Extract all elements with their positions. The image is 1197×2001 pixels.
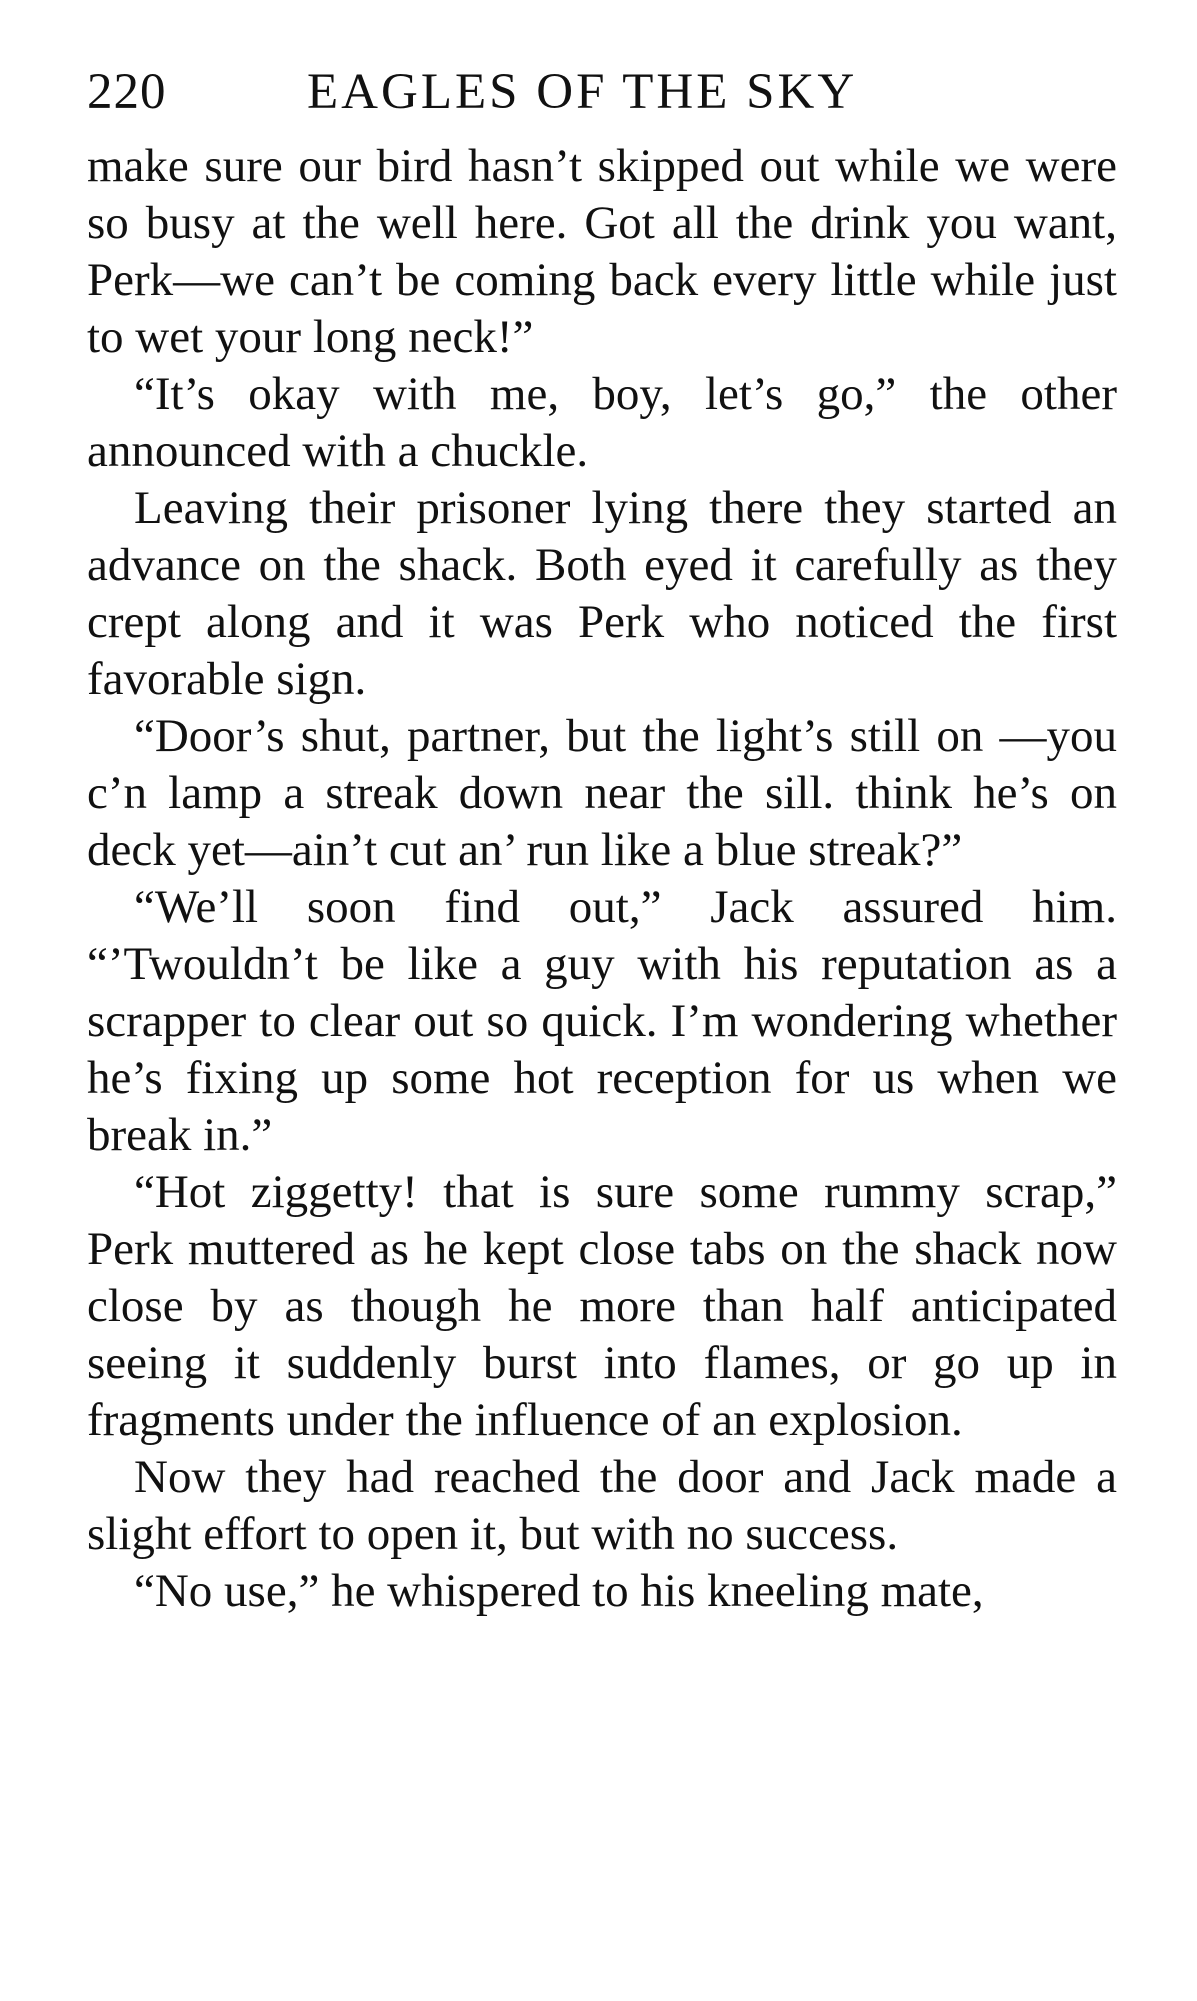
paragraph: “No use,” he whispered to his kneeling mate, (134, 1565, 984, 1617)
paragraph: “It’s okay with me, boy, let’s go,” the other announced with a chuckle. (87, 368, 1117, 477)
paragraph: “We’ll soon find out,” Jack assured him. “’Twouldn’t be like a guy with his reputation as a scrapper to clear out so quick. I’m wondering whether he’s fixing up some hot reception for us when we break in.” (87, 881, 1117, 1161)
paragraph: Now they had reached the door and Jack made a slight effort to open it, but with no success. (87, 1451, 1117, 1560)
running-head (87, 52, 1117, 132)
book-title: EAGLES OF THE SKY (307, 64, 858, 120)
paragraph: “Door’s shut, partner, but the light’s still on —you c’n lamp a streak down near the sill. think he’s on deck yet—ain’t cut an’ run like a blue streak?” (87, 710, 1117, 876)
paragraph: make sure our bird hasn’t skipped out while we were so busy at the well here. Got all the drink you want, Perk—we can’t be coming back every little while just to wet your long neck!” (87, 140, 1117, 363)
paragraph: Leaving their prisoner lying there they started an advance on the shack. Both eyed it carefully as they crept along and it was Perk who noticed the first favorable sign. (87, 482, 1117, 705)
book-page (87, 52, 1117, 1620)
page-number: 220 (87, 64, 167, 120)
paragraph: “Hot ziggetty! that is sure some rummy scrap,” Perk muttered as he kept close tabs on the shack now close by as though he more than half anticipated seeing it suddenly burst into flames, or go up in fragments under the influence of an explosion. (87, 1166, 1117, 1446)
body-text (87, 138, 1117, 1620)
